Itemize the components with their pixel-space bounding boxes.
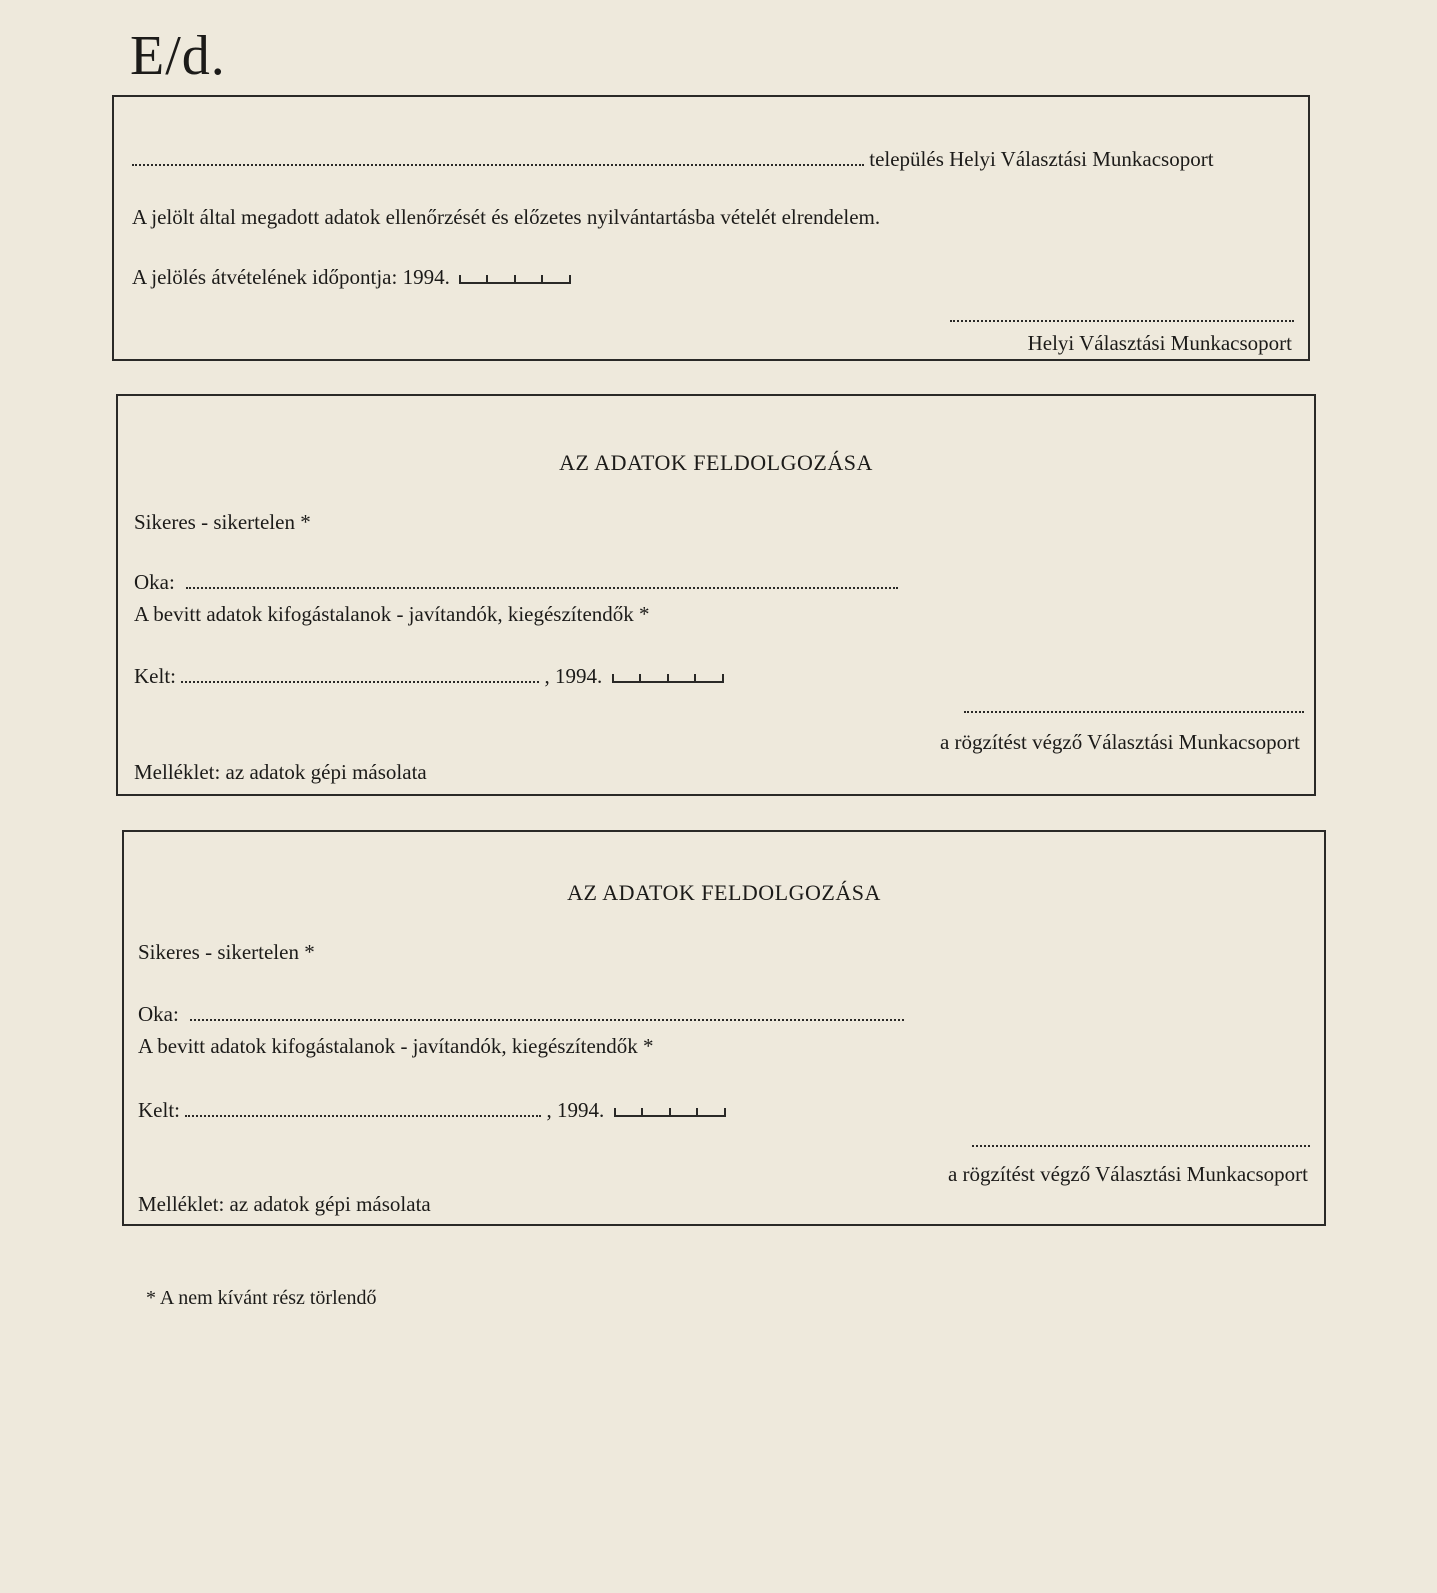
processing-date-boxes[interactable] xyxy=(612,669,724,683)
attachment-label: Melléklet: az adatok gépi másolata xyxy=(138,1192,431,1216)
data-status-line: A bevitt adatok kifogástalanok - javítandók, kiegészítendők * xyxy=(138,1034,654,1058)
receipt-date-line xyxy=(132,267,571,288)
registration-order-box xyxy=(112,95,1310,361)
place-field[interactable] xyxy=(185,1114,541,1117)
order-text: A jelölt által megadott adatok ellenőrzését és előzetes nyilvántartásba vételét elrendelem. xyxy=(132,205,881,229)
section-heading: AZ ADATOK FELDOLGOZÁSA xyxy=(567,880,881,905)
signature-label: Helyi Választási Munkacsoport xyxy=(1027,331,1292,355)
reason-field[interactable] xyxy=(190,1018,904,1021)
place-field[interactable] xyxy=(181,680,539,683)
reason-label: Oka: xyxy=(138,1002,179,1026)
signature-label: a rögzítést végző Választási Munkacsoport xyxy=(939,730,1300,754)
data-processing-box-1 xyxy=(116,394,1316,796)
processing-date-boxes[interactable] xyxy=(614,1103,726,1117)
data-status-line: A bevitt adatok kifogástalanok - javítandók, kiegészítendők * xyxy=(134,602,650,626)
reason-field[interactable] xyxy=(186,586,898,589)
section-heading: AZ ADATOK FELDOLGOZÁSA xyxy=(559,450,873,475)
reason-label: Oka: xyxy=(134,570,175,594)
year-label: , 1994. xyxy=(546,1098,605,1122)
date-line xyxy=(134,666,724,687)
settlement-line xyxy=(132,149,1214,170)
attachment-label: Melléklet: az adatok gépi másolata xyxy=(134,760,427,784)
footnote: * A nem kívánt rész törlendő xyxy=(146,1287,377,1309)
settlement-name-field[interactable] xyxy=(132,163,864,166)
year-label: , 1994. xyxy=(544,664,603,688)
date-label: Kelt: xyxy=(134,664,176,688)
success-line: Sikeres - sikertelen * xyxy=(134,510,311,534)
receipt-date-label: A jelölés átvételének időpontja: 1994. xyxy=(132,265,450,289)
settlement-label: település Helyi Választási Munkacsoport xyxy=(869,147,1214,171)
date-label: Kelt: xyxy=(138,1098,180,1122)
data-processing-box-2 xyxy=(122,830,1326,1226)
reason-line xyxy=(134,572,898,593)
signature-line[interactable] xyxy=(972,1144,1310,1147)
date-line xyxy=(138,1100,726,1121)
signature-label: a rögzítést végző Választási Munkacsoport xyxy=(947,1162,1308,1186)
signature-line[interactable] xyxy=(964,710,1304,713)
signature-line[interactable] xyxy=(950,319,1294,322)
receipt-date-boxes[interactable] xyxy=(459,270,571,284)
reason-line xyxy=(138,1004,904,1025)
form-code: E/d. xyxy=(130,25,226,87)
success-line: Sikeres - sikertelen * xyxy=(138,940,315,964)
